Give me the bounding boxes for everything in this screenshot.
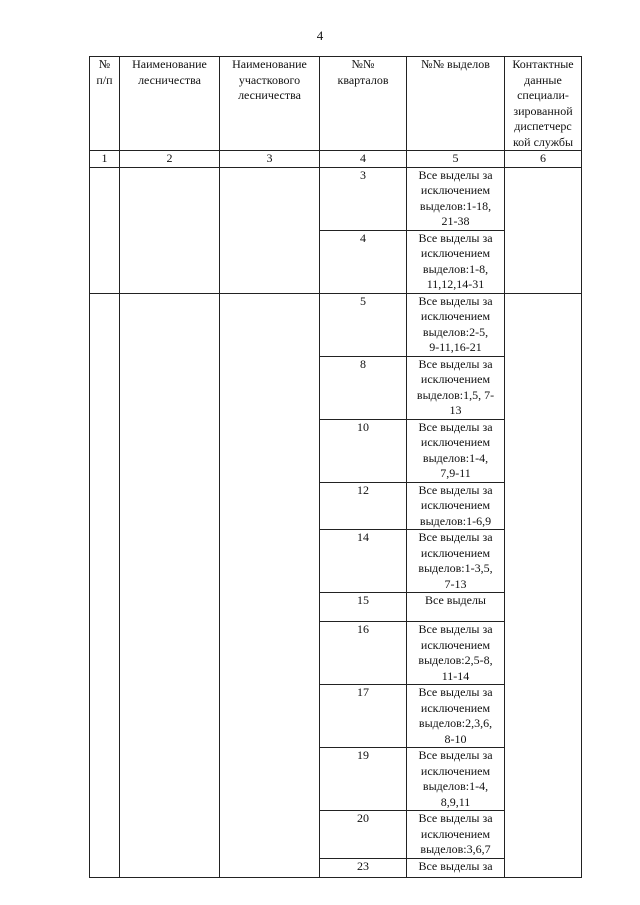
header-district-forestry: Наименование участкового лесничества [220, 57, 320, 151]
quarter-cell: 15 [320, 593, 407, 622]
table-row [90, 167, 582, 230]
plots-cell: Все выделы за исключением выделов:1-6,9 [407, 482, 505, 530]
empty-cell [90, 293, 120, 877]
empty-cell [220, 167, 320, 293]
header-quarters: №№ кварталов [320, 57, 407, 151]
header-plots: №№ выделов [407, 57, 505, 151]
plots-cell: Все выделы за исключением выделов:2,5-8, 11-14 [407, 622, 505, 685]
empty-cell [90, 167, 120, 293]
header-contacts: Контактные данные специали- зированной диспетчерс кой службы [505, 57, 582, 151]
table-row [90, 293, 582, 356]
plots-cell: Все выделы за исключением выделов:2,3,6, 8-10 [407, 685, 505, 748]
forest-plots-table [89, 56, 582, 878]
quarter-cell: 10 [320, 419, 407, 482]
column-number: 4 [320, 151, 407, 168]
quarter-cell: 3 [320, 167, 407, 230]
column-numbers-row [90, 151, 582, 168]
column-number: 5 [407, 151, 505, 168]
header-number: № п/п [90, 57, 120, 151]
quarter-cell: 19 [320, 748, 407, 811]
plots-cell: Все выделы [407, 593, 505, 622]
quarter-cell: 16 [320, 622, 407, 685]
quarter-cell: 23 [320, 858, 407, 877]
quarter-cell: 20 [320, 811, 407, 859]
plots-cell: Все выделы за исключением выделов:1-4, 7,9-11 [407, 419, 505, 482]
quarter-cell: 5 [320, 293, 407, 356]
quarter-cell: 14 [320, 530, 407, 593]
empty-cell [220, 293, 320, 877]
header-forestry: Наименование лесничества [120, 57, 220, 151]
column-number: 3 [220, 151, 320, 168]
column-number: 6 [505, 151, 582, 168]
empty-cell [505, 293, 582, 877]
plots-cell: Все выделы за исключением выделов:3,6,7 [407, 811, 505, 859]
quarter-cell: 12 [320, 482, 407, 530]
quarter-cell: 17 [320, 685, 407, 748]
empty-cell [120, 293, 220, 877]
plots-cell: Все выделы за [407, 858, 505, 877]
quarter-cell: 4 [320, 230, 407, 293]
plots-cell: Все выделы за исключением выделов:1,5, 7- 13 [407, 356, 505, 419]
quarter-cell: 8 [320, 356, 407, 419]
column-number: 1 [90, 151, 120, 168]
plots-cell: Все выделы за исключением выделов:1-3,5, 7-13 [407, 530, 505, 593]
page-number: 4 [316, 28, 324, 43]
empty-cell [120, 167, 220, 293]
plots-cell: Все выделы за исключением выделов:1-18, 21-38 [407, 167, 505, 230]
empty-cell [505, 167, 582, 293]
table-header-row [90, 57, 582, 151]
column-number: 2 [120, 151, 220, 168]
plots-cell: Все выделы за исключением выделов:1-4, 8,9,11 [407, 748, 505, 811]
plots-cell: Все выделы за исключением выделов:1-8, 11,12,14-31 [407, 230, 505, 293]
plots-cell: Все выделы за исключением выделов:2-5, 9-11,16-21 [407, 293, 505, 356]
